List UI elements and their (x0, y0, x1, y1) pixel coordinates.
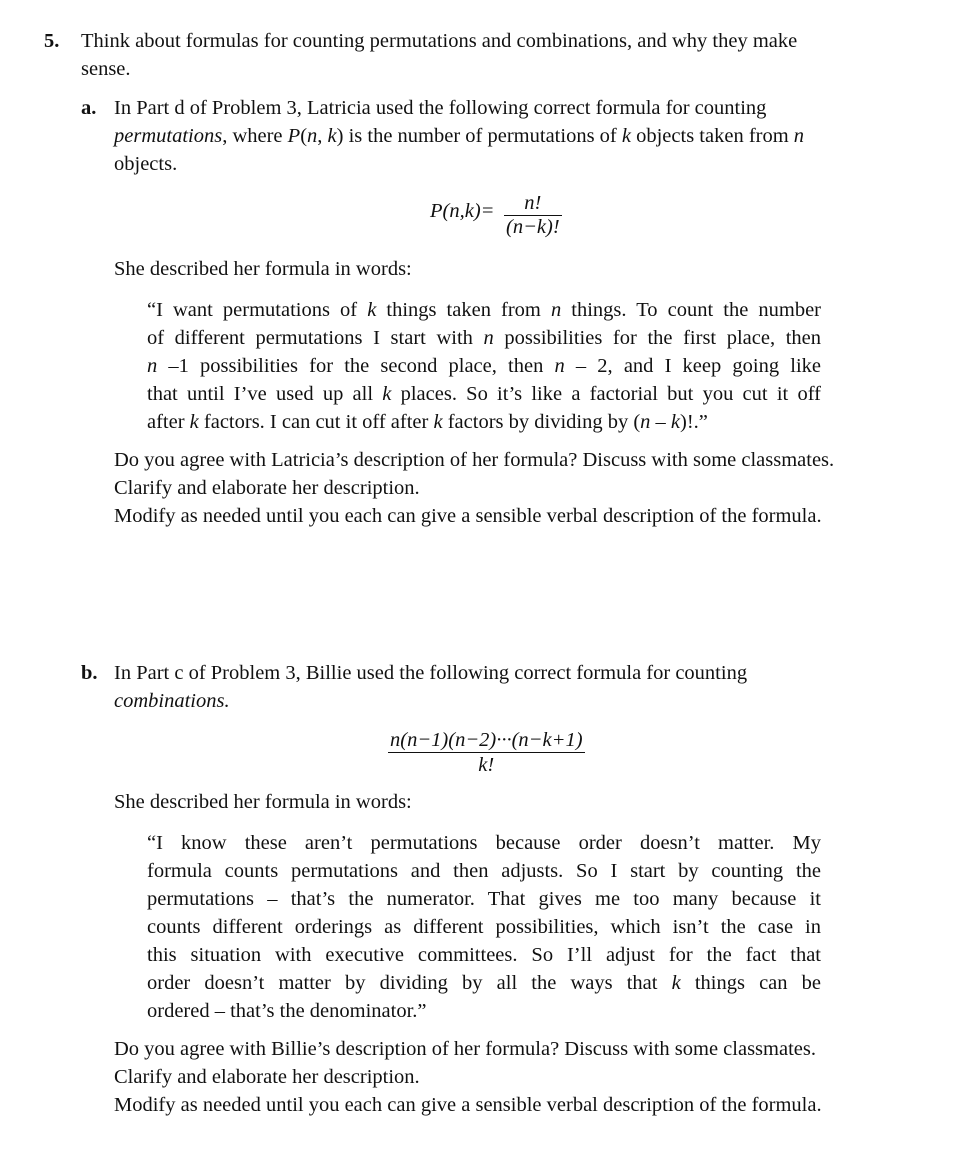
part-b-line-1: In Part c of Problem 3, Billie used the following correct formula for counting (114, 662, 748, 684)
billie-quote-line-7: ordered – that’s the denominator.” (147, 1000, 427, 1022)
combination-formula-fraction (388, 728, 585, 777)
billie-quote-line-1: “I know these aren’t permutations because order doesn’t matter. My (147, 832, 821, 854)
combination-formula-denominator: k! (478, 754, 495, 776)
part-a-term-permutations: permutations (114, 125, 223, 147)
billie-quote-line-4: counts different orderings as different possibilities, which isn’t the case in (147, 916, 821, 938)
part-b-question-2: Clarify and elaborate her description. (114, 1066, 420, 1088)
part-a-question-3: Modify as needed until you each can give a sensible verbal description of the formula. (114, 505, 822, 527)
latricia-quote (147, 296, 821, 436)
permutation-formula-fraction (504, 192, 562, 239)
billie-quote-line-5: this situation with executive committees. So I’ll adjust for the fact that (147, 944, 821, 966)
part-b-question-3: Modify as needed until you each can give a sensible verbal description of the formula. (114, 1094, 822, 1116)
billie-quote-line-6: order doesn’t matter by dividing by all the ways that k things can be (147, 972, 821, 994)
latricia-quote-line-1: “I want permutations of k things taken from n things. To count the number (147, 299, 821, 321)
part-a-question-2: Clarify and elaborate her description. (114, 477, 420, 499)
part-b-label: b. (81, 662, 98, 684)
part-a-described: She described her formula in words: (114, 258, 412, 280)
billie-quote-line-2: formula counts permutations and then adjusts. So I start by counting the (147, 860, 821, 882)
problem-intro-line-1: Think about formulas for counting permutations and combinations, and why they make (81, 30, 798, 52)
part-a-line-2: permutations, where P(n, k) is the number of permutations of k objects taken from n (114, 125, 805, 147)
part-a-line-1: In Part d of Problem 3, Latricia used the following correct formula for counting (114, 97, 767, 119)
part-b-described: She described her formula in words: (114, 791, 412, 813)
latricia-quote-line-2: of different permutations I start with n possibilities for the first place, then (147, 327, 821, 349)
latricia-quote-line-4: that until I’ve used up all k places. So it’s like a factorial but you cut it off (147, 383, 821, 405)
permutation-formula-numerator: n! (504, 192, 562, 216)
latricia-quote-line-5: after k factors. I can cut it off after k factors by dividing by (n – k)!.” (147, 411, 708, 433)
combination-formula-numerator: n(n−1)(n−2)···(n−k+1) (390, 729, 583, 751)
part-a-label: a. (81, 97, 97, 119)
billie-quote-line-3: permutations – that’s the numerator. That gives me too many because it (147, 888, 821, 910)
permutation-formula-lhs: P(n,k)= (430, 200, 495, 222)
billie-quote (147, 829, 821, 1025)
part-a-question-1: Do you agree with Latricia’s description of her formula? Discuss with some classmates. (114, 449, 835, 471)
part-b-term-combinations: combinations. (114, 690, 230, 712)
part-a-line-3: objects. (114, 153, 178, 175)
permutation-formula-denominator: (n−k)! (506, 216, 560, 238)
problem-intro-line-2: sense. (81, 58, 131, 80)
latricia-quote-line-3: n –1 possibilities for the second place, then n – 2, and I keep going like (147, 355, 821, 377)
problem-number: 5. (44, 30, 60, 52)
part-b-question-1: Do you agree with Billie’s description of her formula? Discuss with some classmates. (114, 1038, 816, 1060)
